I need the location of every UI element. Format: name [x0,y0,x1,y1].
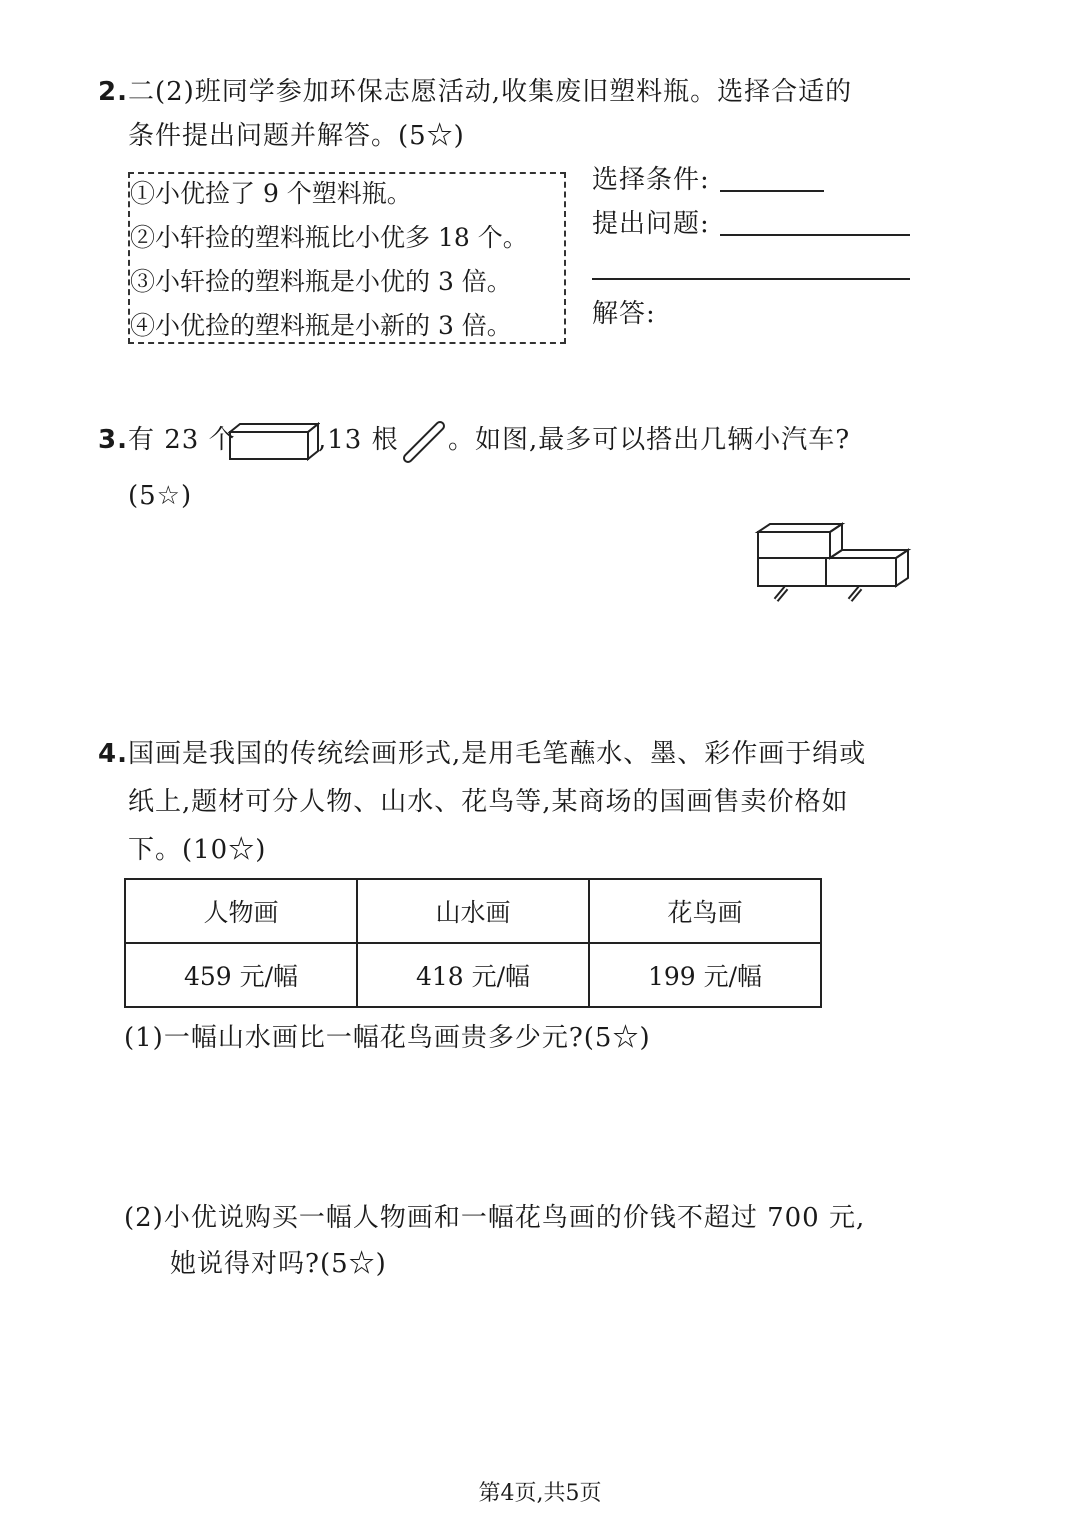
rectangular-block-icon [228,422,320,462]
q2-number: 2. [98,77,128,107]
q4-sub2-line1: (2)小优说购买一幅人物画和一幅花鸟画的价钱不超过 700 元, [124,1203,866,1233]
q3-text-a: 有 23 个 [127,425,236,455]
ask-question-blank-2[interactable] [592,278,910,280]
q2-line2: 条件提出问题并解答。(5☆) [128,121,465,151]
header-figure-painting: 人物画 [125,879,357,943]
q4-line1 [98,732,866,776]
q4-line3: 下。(10☆) [128,835,267,865]
header-flower-bird-painting: 花鸟画 [589,879,821,943]
ask-question-label: 提出问题: [592,209,710,239]
q4-sub2-line2: 她说得对吗?(5☆) [170,1249,387,1279]
q2-text-1: 二(2)班同学参加环保志愿活动,收集废旧塑料瓶。选择合适的 [127,77,853,107]
select-condition-label: 选择条件: [592,165,710,195]
table-price-row [125,943,821,1007]
q4-number: 4. [98,739,128,769]
price-table [124,878,822,1008]
q4-sub1: (1)一幅山水画比一幅花鸟画贵多少元?(5☆) [124,1023,651,1053]
condition-2: ②小轩捡的塑料瓶比小优多 18 个。 [130,223,528,252]
stick-icon [400,420,446,464]
condition-1: ①小优捡了 9 个塑料瓶。 [130,179,412,208]
q3-text-b: ,13 根 [318,425,399,455]
q3-points: (5☆) [128,481,193,511]
q3-line1 [98,418,236,462]
price-figure-painting: 459 元/幅 [125,943,357,1007]
condition-4: ④小优捡的塑料瓶是小新的 3 倍。 [130,311,512,340]
q4-text-1: 国画是我国的传统绘画形式,是用毛笔蘸水、墨、彩作画于绢或 [127,739,867,769]
table-header-row [125,879,821,943]
price-landscape-painting: 418 元/幅 [357,943,589,1007]
select-condition-blank[interactable] [720,190,824,192]
condition-3: ③小轩捡的塑料瓶是小优的 3 倍。 [130,267,512,296]
answer-label: 解答: [592,299,656,329]
price-flower-bird-painting: 199 元/幅 [589,943,821,1007]
q3-text-c: 。如图,最多可以搭出几辆小汽车? [448,425,851,455]
header-landscape-painting: 山水画 [357,879,589,943]
q2-line1 [98,70,852,114]
q4-line2: 纸上,题材可分人物、山水、花鸟等,某商场的国画售卖价格如 [128,787,849,817]
q3-number: 3. [98,425,128,455]
block-car-figure [752,520,916,604]
page-number: 第4页,共5页 [478,1481,602,1506]
ask-question-blank-1[interactable] [720,234,910,236]
